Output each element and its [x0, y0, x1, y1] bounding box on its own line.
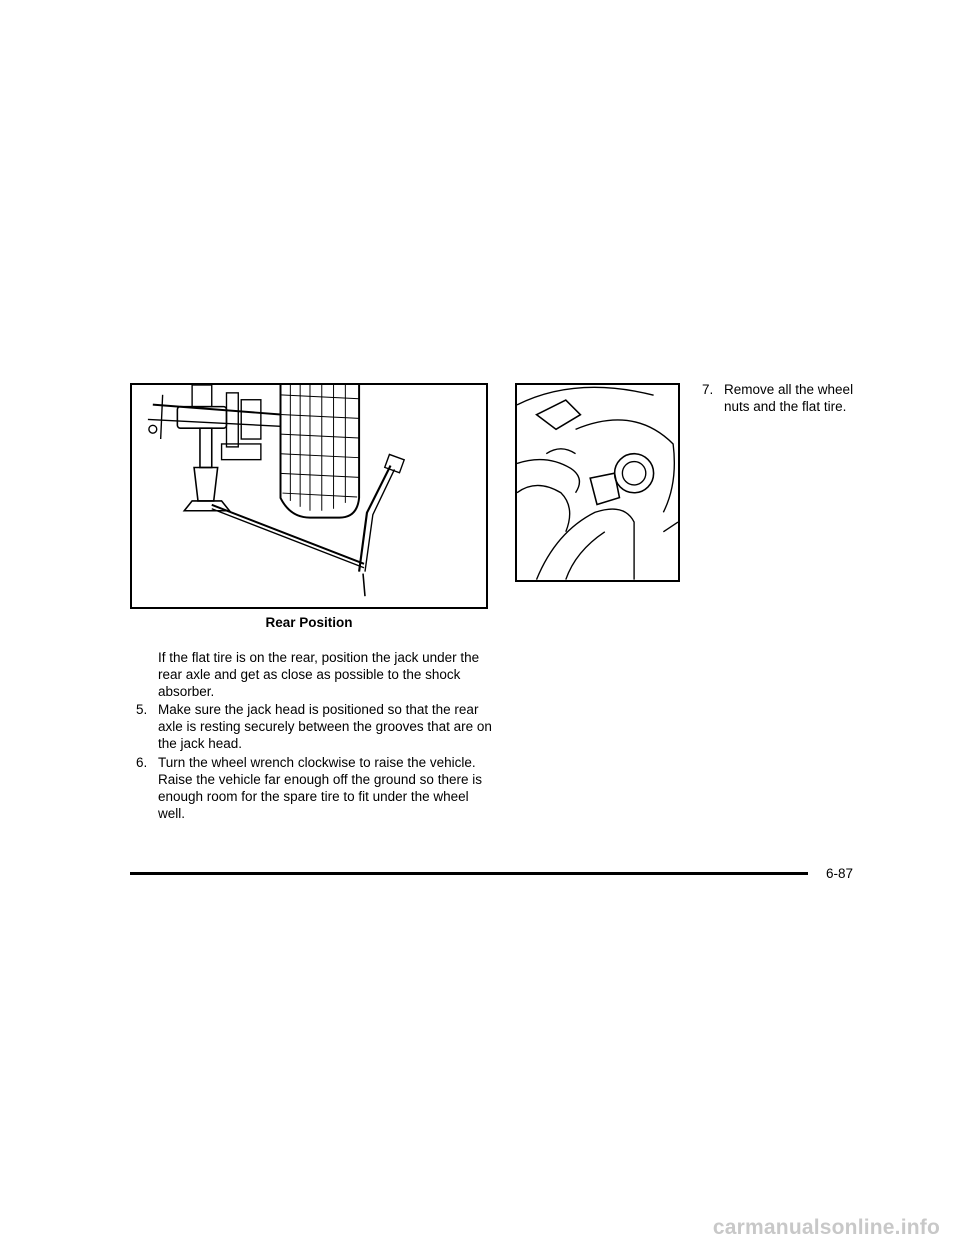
intro-paragraph: If the flat tire is on the rear, position the jack under the rear axle and get as close as possible to the shock absorber.	[158, 650, 480, 699]
step-number: 6.	[136, 755, 148, 770]
rear-position-illustration	[130, 383, 488, 609]
step-6	[136, 754, 496, 822]
footer-rule	[130, 872, 808, 875]
step-text: Turn the wheel wrench clockwise to raise the vehicle. Raise the vehicle far enough off the ground so there is enough room for the spare tire to fit under the wheel well.	[158, 755, 482, 821]
step-number: 7.	[702, 382, 714, 397]
step-text: Remove all the wheel nuts and the flat tire.	[724, 382, 854, 414]
watermark: carmanualsonline.info	[712, 1216, 940, 1239]
step-text: Make sure the jack head is positioned so that the rear axle is resting securely between the grooves that are on the jack head.	[158, 702, 492, 751]
step-number: 5.	[136, 702, 148, 717]
step-7	[702, 381, 882, 415]
wheel-nut-removal-illustration	[515, 383, 680, 582]
page-number: 6-87	[826, 866, 854, 881]
step-5	[136, 701, 496, 752]
figure-caption: Rear Position	[265, 615, 353, 630]
